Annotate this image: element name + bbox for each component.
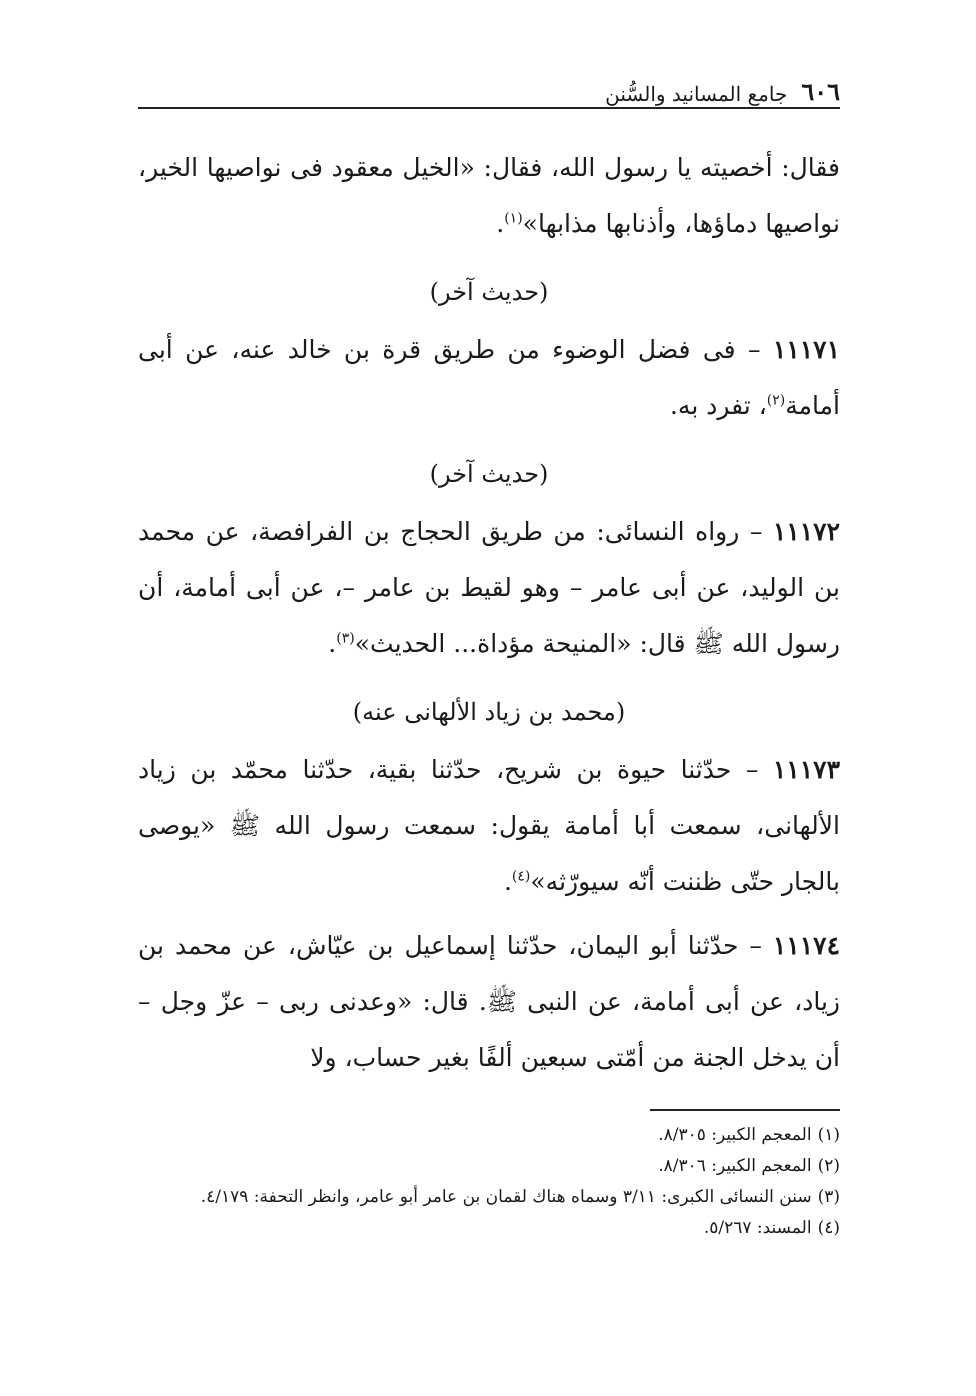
header-rule [138,107,840,109]
header-title: جامع المسانيد والسُّنن [605,82,788,106]
hadith-number: ١١١٧٣ [772,755,840,784]
hadith-number: ١١١٧١ [772,335,840,364]
footnote [138,1182,840,1213]
footnote-ref: (٢) [766,392,786,409]
hadith-11174 [138,918,840,1086]
footnote-ref: (٣) [336,630,355,647]
spacer [138,910,840,918]
section-heading: (حديث آخر) [429,460,549,488]
hadith-11173 [138,742,840,910]
running-header [140,70,840,106]
footnote-text: المسند: ٥/٢٦٧. [703,1218,812,1238]
footnote-mark: (٤) [817,1218,840,1238]
footnote-ref: (١) [504,210,523,227]
paragraph-end: . [496,209,505,238]
footnotes [138,1120,840,1244]
hadith-11172 [138,504,840,672]
footnote-mark: (٢) [817,1156,840,1176]
section-heading: (حديث آخر) [429,278,549,306]
page-number: ٦٠٦ [801,77,840,106]
hadith-number: ١١١٧٤ [772,931,840,960]
paragraph-end: . [328,629,337,658]
paragraph-text: – حدّثنا حيوة بن شريح، حدّثنا بقية، حدّثنا محمّد بن زياد الألهانى، سمعت أبا أمامة يقول: سمعت رسول الله ﷺ «يوصى بالجار حتّى ظننت أنّه سيورّثه» [138,755,840,896]
paragraph-end: . [503,867,512,896]
paragraph-end: ، تفرد به. [669,391,767,420]
paragraph-text: فقال: أخصيته يا رسول الله، فقال: «الخيل معقود فى نواصيها الخير، نواصيها دماؤها، وأذنابها مذابها» [138,153,840,238]
footnotes-rule [650,1109,840,1111]
footnote-mark: (٣) [817,1187,840,1207]
footnote [138,1120,840,1151]
hadith-11171 [138,322,840,434]
footnote-mark: (١) [817,1125,840,1145]
footnote-text: سنن النسائى الكبرى: ٣/١١ وسماه هناك لقمان بن عامر أبو عامر، وانظر التحفة: ٤/١٧٩. [200,1187,812,1207]
footnote [138,1213,840,1244]
paragraph-continuation [138,140,840,252]
main-text [138,140,840,1086]
footnote-text: المعجم الكبير: ٨/٣٠٥. [658,1125,812,1145]
paragraph-text: – رواه النسائى: من طريق الحجاج بن الفرافصة، عن محمد بن الوليد، عن أبى عامر – وهو لقيط بن عامر –، عن أبى أمامة، أن رسول الله ﷺ قال: «المنيحة مؤداة... الحديث» [138,517,840,658]
paragraph-text: – حدّثنا أبو اليمان، حدّثنا إسماعيل بن عيّاش، عن محمد بن زياد، عن أبى أمامة، عن النبى ﷺ. قال: «وعدنى ربى – عزّ وجل – أن يدخل الجنة من أمّتى سبعين ألفًا بغير حساب، ولا [138,931,840,1072]
hadith-number: ١١١٧٢ [772,517,840,546]
footnote [138,1151,840,1182]
footnote-text: المعجم الكبير: ٨/٣٠٦. [658,1156,812,1176]
paragraph-text: – فى فضل الوضوء من طريق قرة بن خالد عنه، عن أبى أمامة [138,335,840,420]
section-heading: (محمد بن زياد الألهانى عنه) [352,698,626,726]
footnote-ref: (٤) [511,868,531,885]
